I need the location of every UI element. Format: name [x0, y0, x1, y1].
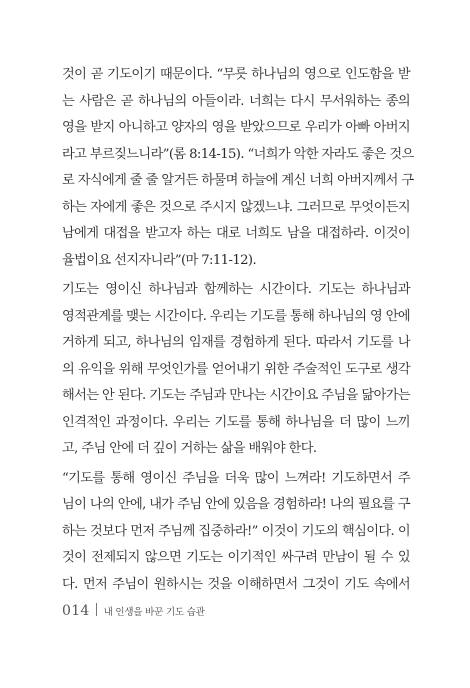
text-line: 하는 것보다 먼저 주님께 집중하라!” 이것이 기도의 핵심이다. 이 — [62, 523, 410, 539]
text-line: 하는 자에게 좋은 것으로 주시지 않겠느냐. 그러므로 무엇이든지 — [62, 199, 410, 215]
paragraph-1 — [62, 62, 414, 274]
paragraph-3 — [62, 466, 410, 599]
text-line: 영적관계를 맺는 시간이다. 우리는 기도를 통해 하나님의 영 안에 — [62, 308, 410, 324]
text-line: 해서는 안 된다. 기도는 주님과 만나는 시간이요 주님을 닮아가는 — [62, 388, 410, 403]
text-line: 인격적인 과정이다. 우리는 기도를 통해 하나님을 더 많이 느끼 — [62, 414, 410, 430]
text-line: 다. 먼저 주님이 원하시는 것을 이해하면서 그것이 기도 속에서 — [62, 576, 410, 592]
page-footer — [62, 603, 205, 619]
text-line: 는 사람은 곧 하나님의 아들이라. 너희는 다시 무서워하는 종의 — [62, 93, 410, 109]
text-line: 율법이요 선지자니라”(마 7:11-12). — [62, 252, 257, 268]
text-line: 라고 부르짖느니라”(롬 8:14-15). “너희가 악한 자라도 좋은 것으 — [62, 146, 414, 162]
text-line: 것이 곧 기도이기 때문이다. “무릇 하나님의 영으로 인도함을 받 — [62, 67, 410, 82]
text-line: 영을 받지 아니하고 양자의 영을 받았으므로 우리가 아빠 아버지 — [62, 120, 410, 135]
page-body — [62, 62, 414, 598]
text-line: 기도는 영이신 하나님과 함께하는 시간이다. 기도는 하나님과 — [62, 282, 410, 297]
text-line: 고, 주님 안에 더 깊이 거하는 삶을 배워야 한다. — [62, 441, 317, 456]
page-number: 014 — [62, 603, 90, 619]
text-line: 거하게 되고, 하나님의 임재를 경험하게 된다. 따라서 기도를 나 — [62, 335, 410, 350]
text-line: 남에게 대접을 받고자 하는 대로 너희도 남을 대접하라. 이것이 — [62, 226, 410, 241]
book-title: 내 인생을 바꾼 기도 습관 — [103, 607, 205, 618]
footer-divider — [96, 603, 97, 616]
text-line: 의 유익을 위해 무엇인가를 얻어내기 위한 주술적인 도구로 생각 — [62, 361, 410, 377]
text-line: 로 자식에게 줄 줄 알거든 하물며 하늘에 계신 너희 아버지께서 구 — [62, 173, 414, 188]
text-line: “기도를 통해 영이신 주님을 더욱 많이 느껴라! 기도하면서 주 — [62, 470, 410, 486]
text-line: 님이 나의 안에, 내가 주님 안에 있음을 경험하라! 나의 필요를 구 — [62, 497, 410, 512]
text-line: 것이 전제되지 않으면 기도는 이기적인 싸구려 만남이 될 수 있 — [62, 550, 410, 565]
paragraph-2 — [62, 277, 410, 463]
